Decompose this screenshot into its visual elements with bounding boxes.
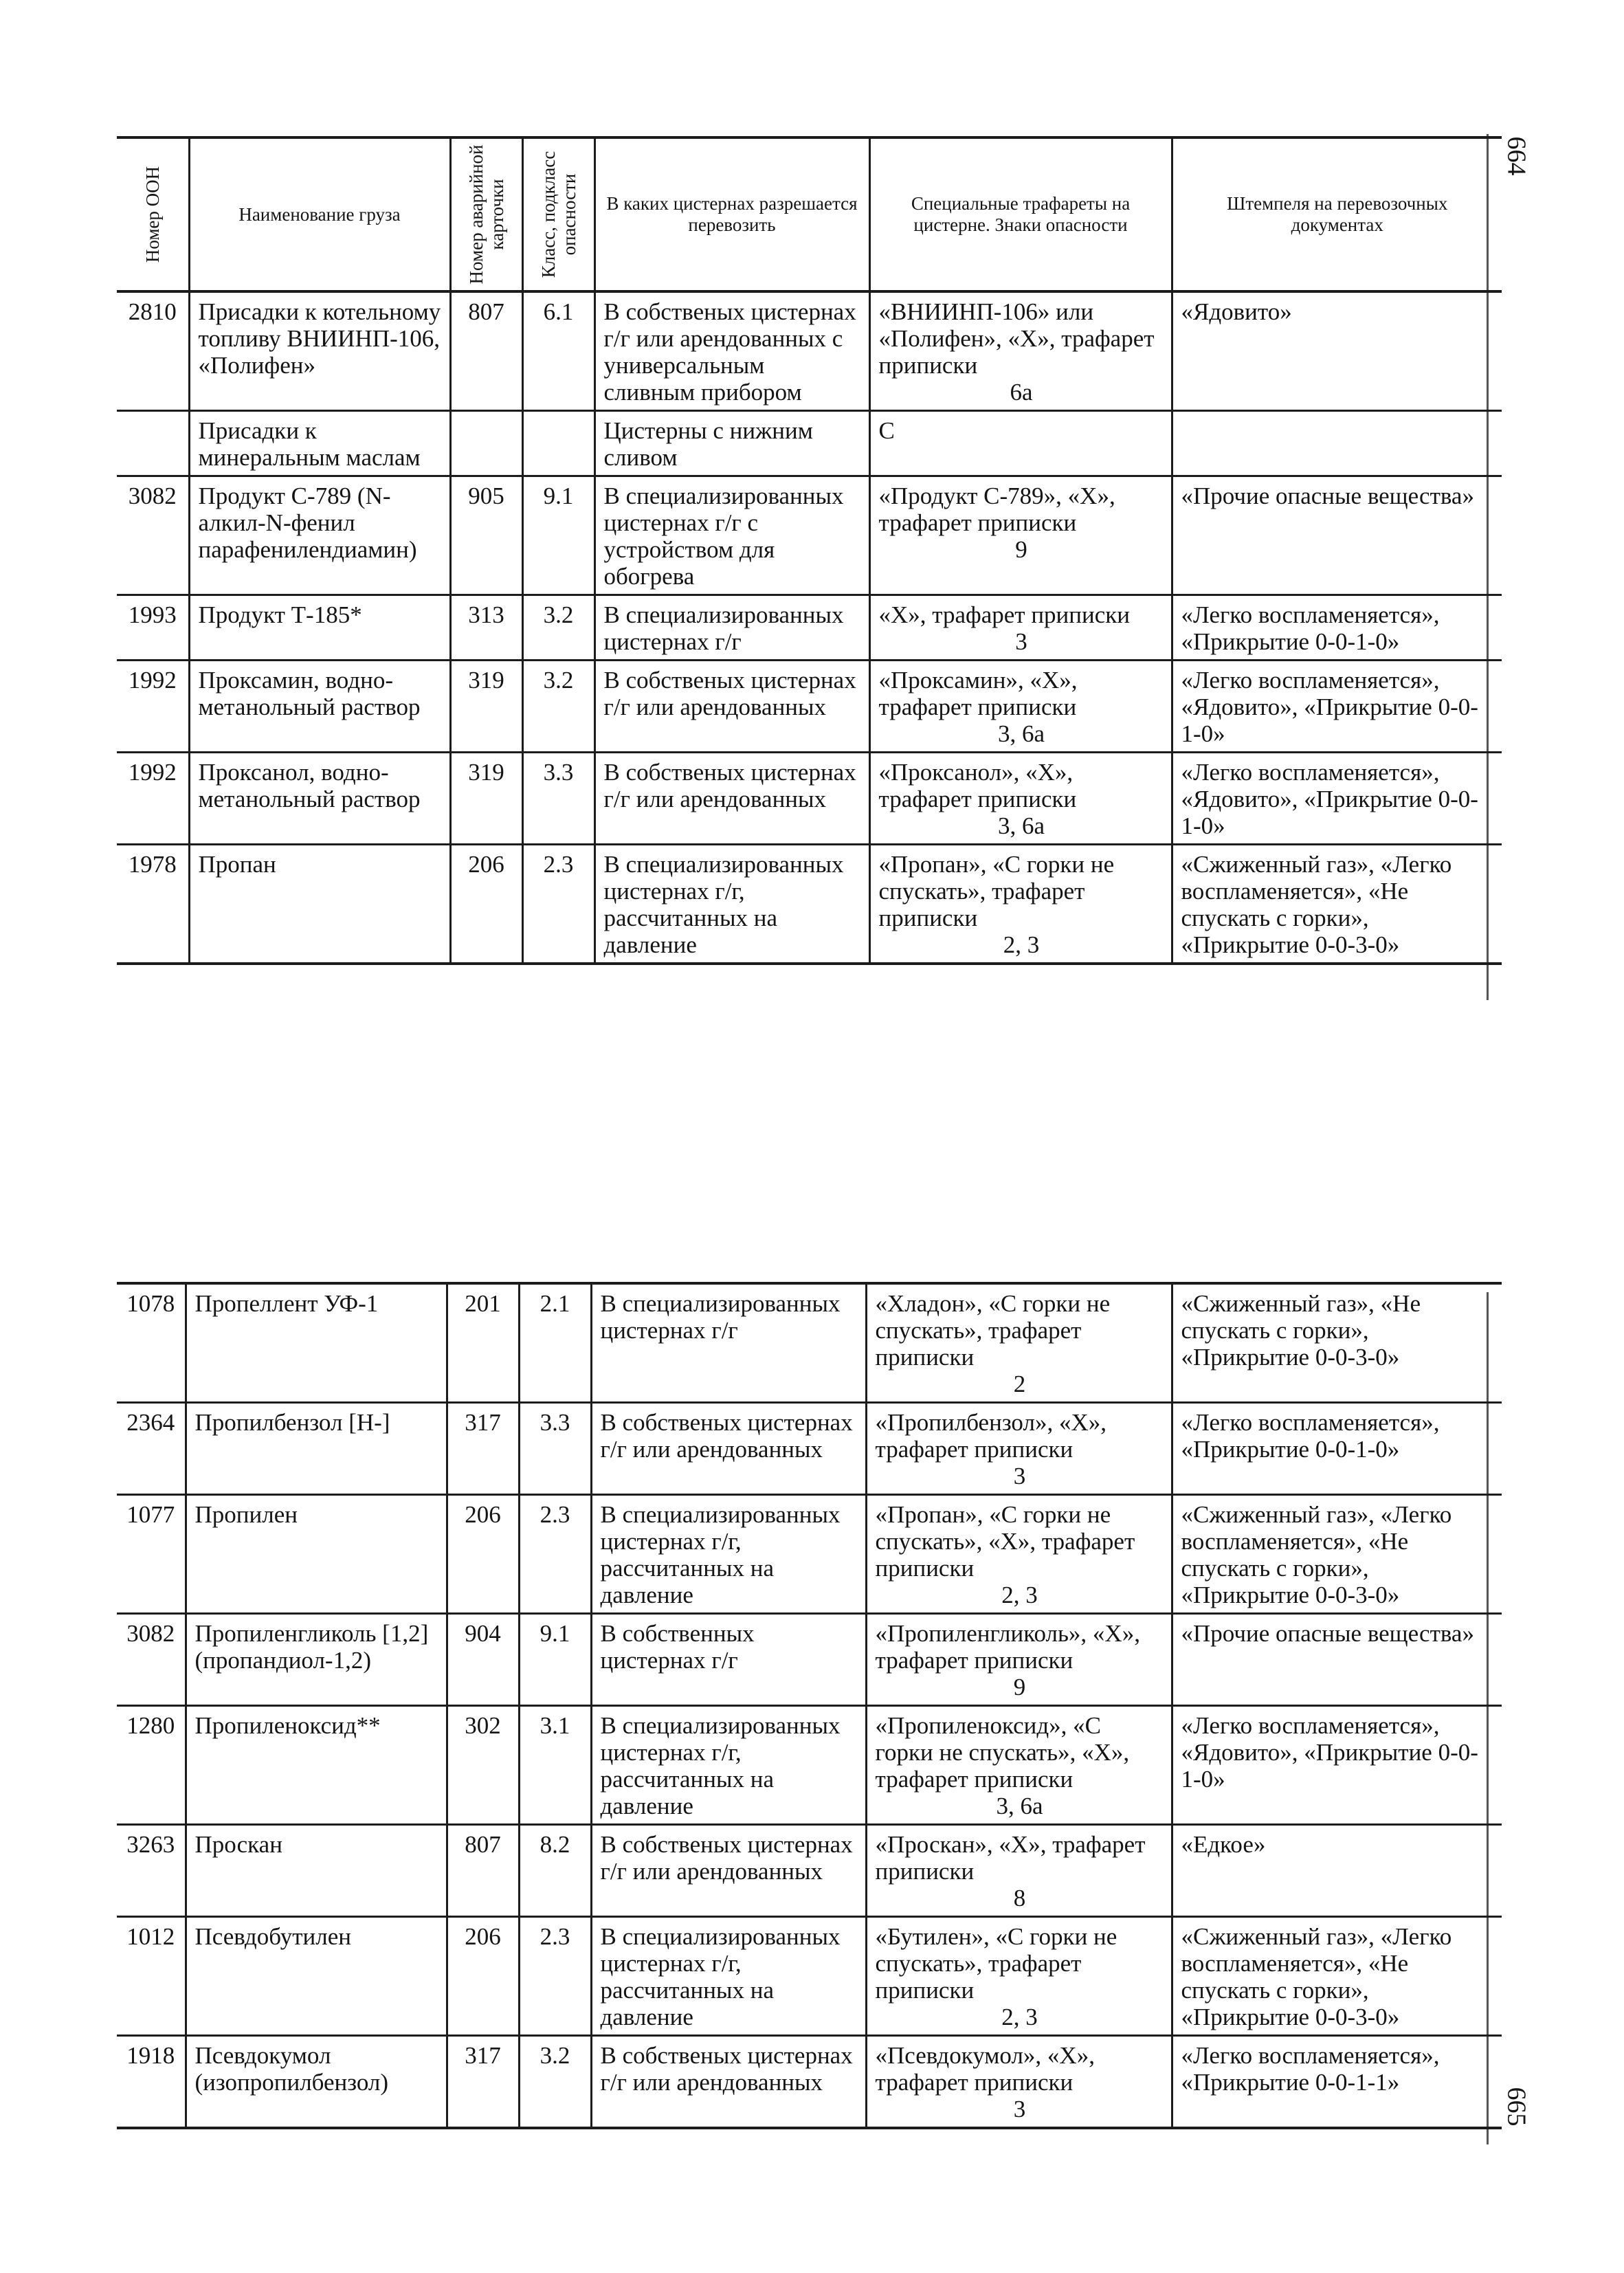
cell-hazard-class: 3.1	[519, 1706, 591, 1825]
page-number-bottom: 665	[1502, 2087, 1531, 2127]
cell-hazard-class: 9.1	[519, 1614, 591, 1706]
cell-stamps: «Легко воспламеняется», «Ядовито», «Прикрытие 0-0-1-0»	[1172, 1706, 1502, 1825]
cell-tank-types: В специализированных цистернах г/г с устройством для обогрева	[594, 476, 869, 595]
cell-cargo-name: Псевдобутилен	[186, 1917, 447, 2036]
table-row	[117, 1495, 1502, 1614]
cell-tank-types: В собственых цистернах г/г или арендованных	[594, 753, 869, 845]
cell-stencils: «Бутилен», «С горки не спускать», трафарет приписки 2, 3	[866, 1917, 1172, 2036]
hazard-signs: 2	[1013, 1371, 1026, 1397]
table-row	[117, 1614, 1502, 1706]
cell-card-number: 905	[450, 476, 522, 595]
hazard-signs: 3	[1013, 2096, 1026, 2122]
cargo-table-lower	[117, 1282, 1502, 2129]
cell-cargo-name: Продукт С-789 (N-алкил-N-фенил парафенилендиамин)	[189, 476, 450, 595]
cell-tank-types: В собственных цистернах г/г	[591, 1614, 866, 1706]
table-row	[117, 1403, 1502, 1495]
cell-un-number: 1992	[117, 661, 189, 753]
hazard-signs: 9	[1015, 536, 1027, 563]
cell-stamps: «Легко воспламеняется», «Ядовито», «Прикрытие 0-0-1-0»	[1172, 753, 1502, 845]
table-row	[117, 661, 1502, 753]
cell-un-number: 1280	[117, 1706, 186, 1825]
cell-un-number: 2364	[117, 1403, 186, 1495]
cell-hazard-class: 2.3	[522, 845, 594, 964]
cargo-table-upper	[117, 136, 1502, 965]
cell-stencils: «Продукт С-789», «Х», трафарет приписки 9	[869, 476, 1172, 595]
table-row	[117, 1917, 1502, 2036]
cell-card-number: 807	[450, 291, 522, 411]
cell-tank-types: В собственых цистернах г/г или арендованных с универсальным сливным прибором	[594, 291, 869, 411]
hazard-signs: 2, 3	[1001, 2004, 1038, 2030]
cell-tank-types: Цистерны с нижним сливом	[594, 411, 869, 476]
cell-un-number: 1993	[117, 595, 189, 661]
cell-stencils: С	[869, 411, 1172, 476]
cell-un-number: 1918	[117, 2036, 186, 2129]
cell-stamps: «Легко воспламеняется», «Прикрытие 0-0-1-1»	[1172, 2036, 1502, 2129]
header-stencils: Специальные трафареты на цистерне. Знаки опасности	[869, 137, 1172, 291]
cell-cargo-name: Присадки к минеральным маслам	[189, 411, 450, 476]
cell-hazard-class: 3.2	[519, 2036, 591, 2129]
cell-tank-types: В собственых цистернах г/г или арендованных	[594, 661, 869, 753]
cell-stamps: «Легко воспламеняется», «Прикрытие 0-0-1-0»	[1172, 1403, 1502, 1495]
cell-stencils: «Х», трафарет приписки 3	[869, 595, 1172, 661]
cell-tank-types: В специализированных цистернах г/г	[594, 595, 869, 661]
table-row	[117, 845, 1502, 964]
table-row	[117, 476, 1502, 595]
cell-stamps: «Легко воспламеняется», «Прикрытие 0-0-1-0»	[1172, 595, 1502, 661]
table-row	[117, 1283, 1502, 1403]
header-cargo-name: Наименование груза	[189, 137, 450, 291]
hazard-signs: 2, 3	[1001, 1582, 1038, 1608]
cell-stencils: «Пропилбензол», «Х», трафарет приписки 3	[866, 1403, 1172, 1495]
cell-stencils: «Пропиленгликоль», «Х», трафарет приписки 9	[866, 1614, 1172, 1706]
cell-hazard-class: 3.2	[522, 595, 594, 661]
cell-cargo-name: Пропиленгликоль [1,2] (пропандиол-1,2)	[186, 1614, 447, 1706]
cell-hazard-class: 2.1	[519, 1283, 591, 1403]
cell-stencils: «Проскан», «Х», трафарет приписки 8	[866, 1825, 1172, 1917]
cell-tank-types: В специализированных цистернах г/г, рассчитанных на давление	[591, 1495, 866, 1614]
cell-hazard-class: 9.1	[522, 476, 594, 595]
cell-un-number: 3263	[117, 1825, 186, 1917]
cell-cargo-name: Пропилбензол [Н-]	[186, 1403, 447, 1495]
cell-card-number: 319	[450, 661, 522, 753]
cell-card-number: 206	[447, 1495, 519, 1614]
cell-cargo-name: Продукт Т-185*	[189, 595, 450, 661]
cell-un-number: 1012	[117, 1917, 186, 2036]
cell-stencils: «Проксанол», «Х», трафарет приписки 3, 6а	[869, 753, 1172, 845]
cell-tank-types: В специализированных цистернах г/г	[591, 1283, 866, 1403]
cell-stamps: «Прочие опасные вещества»	[1172, 1614, 1502, 1706]
cell-hazard-class: 3.2	[522, 661, 594, 753]
cell-card-number: 201	[447, 1283, 519, 1403]
table-row	[117, 2036, 1502, 2129]
cell-stamps	[1172, 411, 1502, 476]
header-un-number: Номер ООН	[117, 137, 189, 291]
cell-stencils: «Пропиленоксид», «С горки не спускать», «Х», трафарет приписки 3, 6а	[866, 1706, 1172, 1825]
cell-card-number: 206	[450, 845, 522, 964]
table-row	[117, 595, 1502, 661]
cell-hazard-class: 3.3	[519, 1403, 591, 1495]
cell-un-number: 3082	[117, 1614, 186, 1706]
cell-hazard-class: 2.3	[519, 1495, 591, 1614]
header-tank-types: В каких цистернах разрешается перевозить	[594, 137, 869, 291]
cell-un-number: 1078	[117, 1283, 186, 1403]
cell-un-number	[117, 411, 189, 476]
hazard-signs: 3	[1013, 1463, 1026, 1489]
cell-card-number: 317	[447, 1403, 519, 1495]
table-row	[117, 753, 1502, 845]
cell-tank-types: В собственых цистернах г/г или арендованных	[591, 1403, 866, 1495]
cell-un-number: 3082	[117, 476, 189, 595]
cell-card-number: 313	[450, 595, 522, 661]
hazard-signs: 3, 6а	[997, 720, 1045, 747]
cell-tank-types: В специализированных цистернах г/г, рассчитанных на давление	[591, 1917, 866, 2036]
cell-stencils: «Псевдокумол», «Х», трафарет приписки 3	[866, 2036, 1172, 2129]
hazard-signs: 2, 3	[1003, 931, 1040, 958]
cell-stamps: «Ядовито»	[1172, 291, 1502, 411]
cell-hazard-class: 6.1	[522, 291, 594, 411]
cell-cargo-name: Пропилен	[186, 1495, 447, 1614]
cell-un-number: 1077	[117, 1495, 186, 1614]
cell-tank-types: В специализированных цистернах г/г, рассчитанных на давление	[594, 845, 869, 964]
table-row	[117, 411, 1502, 476]
cell-hazard-class	[522, 411, 594, 476]
header-stamps: Штемпеля на перевозочных документах	[1172, 137, 1502, 291]
cell-hazard-class: 3.3	[522, 753, 594, 845]
cell-un-number: 1978	[117, 845, 189, 964]
cell-cargo-name: Проскан	[186, 1825, 447, 1917]
cell-stencils: «Хладон», «С горки не спускать», трафарет приписки 2	[866, 1283, 1172, 1403]
cell-card-number: 807	[447, 1825, 519, 1917]
cell-un-number: 2810	[117, 291, 189, 411]
cell-card-number: 904	[447, 1614, 519, 1706]
cell-cargo-name: Пропан	[189, 845, 450, 964]
cell-card-number: 319	[450, 753, 522, 845]
cell-cargo-name: Пропиленоксид**	[186, 1706, 447, 1825]
cell-stamps: «Сжиженный газ», «Легко воспламеняется», «Не спускать с горки», «Прикрытие 0-0-3-0»	[1172, 1917, 1502, 2036]
table-header-row	[117, 137, 1502, 291]
hazard-signs: 3	[1015, 628, 1027, 655]
cell-stamps: «Прочие опасные вещества»	[1172, 476, 1502, 595]
hazard-signs: 8	[1013, 1885, 1026, 1911]
cell-tank-types: В специализированных цистернах г/г, рассчитанных на давление	[591, 1706, 866, 1825]
table-row	[117, 1706, 1502, 1825]
cell-cargo-name: Проксамин, воднометанольный раствор	[189, 661, 450, 753]
cell-card-number: 317	[447, 2036, 519, 2129]
header-card-number: Номер аварийной карточки	[450, 137, 522, 291]
cell-stencils: «Пропан», «С горки не спускать», «Х», трафарет приписки 2, 3	[866, 1495, 1172, 1614]
cell-card-number: 206	[447, 1917, 519, 2036]
cell-cargo-name: Присадки к котельному топливу ВНИИНП-106, «Полифен»	[189, 291, 450, 411]
cell-stencils: «ВНИИНП-106» или «Полифен», «Х», трафарет приписки 6а	[869, 291, 1172, 411]
cell-stamps: «Сжиженный газ», «Легко воспламеняется», «Не спускать с горки», «Прикрытие 0-0-3-0»	[1172, 1495, 1502, 1614]
cell-stencils: «Пропан», «С горки не спускать», трафарет приписки 2, 3	[869, 845, 1172, 964]
hazard-signs: 9	[1013, 1674, 1026, 1700]
hazard-signs: 3, 6а	[996, 1793, 1043, 1819]
cell-stamps: «Сжиженный газ», «Не спускать с горки», «Прикрытие 0-0-3-0»	[1172, 1283, 1502, 1403]
cell-stamps: «Легко воспламеняется», «Ядовито», «Прикрытие 0-0-1-0»	[1172, 661, 1502, 753]
cell-stencils: «Проксамин», «Х», трафарет приписки 3, 6а	[869, 661, 1172, 753]
cell-stamps: «Сжиженный газ», «Легко воспламеняется», «Не спускать с горки», «Прикрытие 0-0-3-0»	[1172, 845, 1502, 964]
cell-cargo-name: Пропеллент УФ-1	[186, 1283, 447, 1403]
page-number-top: 664	[1502, 136, 1531, 176]
cell-hazard-class: 2.3	[519, 1917, 591, 2036]
cell-card-number: 302	[447, 1706, 519, 1825]
cell-cargo-name: Псевдокумол (изопропилбензол)	[186, 2036, 447, 2129]
table-row	[117, 1825, 1502, 1917]
cell-cargo-name: Проксанол, воднометанольный раствор	[189, 753, 450, 845]
cell-stamps: «Едкое»	[1172, 1825, 1502, 1917]
cell-tank-types: В собственых цистернах г/г или арендованных	[591, 2036, 866, 2129]
hazard-signs: 3, 6а	[997, 812, 1045, 839]
hazard-signs: 6а	[1010, 379, 1033, 406]
header-hazard-class: Класс, подкласс опасности	[522, 137, 594, 291]
cell-tank-types: В собственых цистернах г/г или арендованных	[591, 1825, 866, 1917]
cell-un-number: 1992	[117, 753, 189, 845]
table-row	[117, 291, 1502, 411]
cell-hazard-class: 8.2	[519, 1825, 591, 1917]
cell-card-number	[450, 411, 522, 476]
